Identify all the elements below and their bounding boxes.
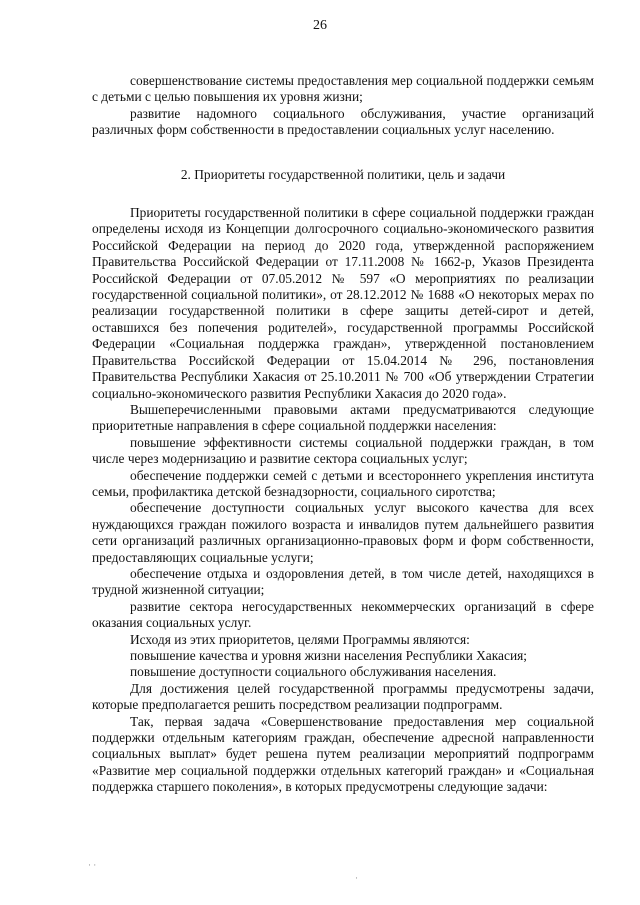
paragraph: обеспечение поддержки семей с детьми и всестороннего укрепления института семьи, профилактика детской безнадзорности, социального сиротства; <box>92 467 594 499</box>
paragraph: Вышеперечисленными правовыми актами предусматриваются следующие приоритетные направления в сфере социальной поддержки населения: <box>92 401 594 434</box>
paragraph: совершенствование системы предоставления мер социальной поддержки семьям с детьми с целью повышения их уровня жизни; <box>92 73 594 105</box>
paragraph: Так, первая задача «Совершенствование предоставления мер социальной поддержки отдельным категориям граждан, обеспечение адресной направленности социальных выплат» будет решена путем реализации мероприятий подпрограмм «Развитие мер социальной поддержки отдельных категорий граждан» и «Социальная поддержка старшего поколения», в которых предусмотрены следующие задачи: <box>92 713 594 795</box>
scan-artifact-mark: · · <box>88 860 97 870</box>
paragraph: повышение эффективности системы социальной поддержки граждан, в том числе через модернизацию и развитие сектора социальных услуг; <box>92 434 594 467</box>
page-body <box>92 73 594 796</box>
scan-artifact-mark: · <box>355 873 358 883</box>
paragraph: повышение качества и уровня жизни населения Республики Хакасия; <box>130 648 527 663</box>
section-heading: 2. Приоритеты государственной политики, цель и задачи <box>180 166 506 182</box>
paragraph: Исходя из этих приоритетов, целями Программы являются: <box>130 631 470 647</box>
page-number: 26 <box>313 18 327 33</box>
paragraph: Приоритеты государственной политики в сфере социальной поддержки граждан определены исходя из Концепции долгосрочного социально-экономического развития Российской Федерации на период до 2020 года, утвержденной распоряжением Правительства Российской Федерации от 17.11.2008 № 1662-р, Указов Президента Российской Федерации от 07.05.2012 № 597 «О мероприятиях по реализации государственной социальной политики», от 28.12.2012 № 1688 «О некоторых мерах по реализации государственной политики в сфере защиты детей-сирот и детей, оставшихся без попечения родителей», государственной программы Российской Федерации «Социальная поддержка граждан», утвержденной постановлением Правительства Российской Федерации от 15.04.2014 № 296, постановления Правительства Республики Хакасия от 25.10.2011 № 700 «Об утверждении Стратегии социально-экономического развития Республики Хакасия до 2020 года». <box>92 205 594 401</box>
paragraph: обеспечение доступности социальных услуг высокого качества для всех нуждающихся граждан пожилого возраста и инвалидов путем дальнейшего развития сети организаций различных организационно-правовых форм и форм собственности, предоставляющих социальные услуги; <box>92 500 594 565</box>
paragraph: развитие надомного социального обслуживания, участие организаций различных форм собственности в предоставлении социальных услуг населению. <box>92 105 594 138</box>
paragraph: развитие сектора негосударственных некоммерческих организаций в сфере оказания социальных услуг. <box>92 598 594 631</box>
paragraph: обеспечение отдыха и оздоровления детей, в том числе детей, находящихся в трудной жизненной ситуации; <box>92 565 594 598</box>
paragraph: Для достижения целей государственной программы предусмотрены задачи, которые предполагается решить посредством реализации подпрограмм. <box>92 680 594 713</box>
paragraph: повышение доступности социального обслуживания населения. <box>130 664 497 680</box>
